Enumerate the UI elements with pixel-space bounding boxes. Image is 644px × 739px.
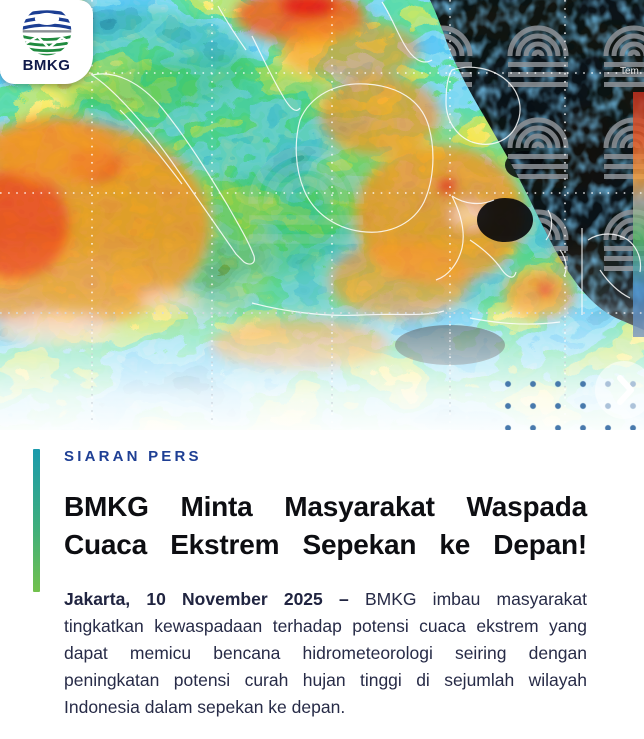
dateline: Jakarta, 10 November 2025 – [64, 589, 349, 609]
headline-line-2: Cuaca Ekstrem Sepekan ke Depan! [64, 529, 587, 560]
map-edge-label: Tem [620, 66, 639, 77]
headline [64, 488, 587, 564]
bmkg-logo-text: BMKG [22, 57, 71, 74]
bmkg-logo-icon [19, 5, 75, 59]
accent-bar [33, 449, 40, 592]
body-text: BMKG imbau masyarakat tingkatkan kewaspadaan terhadap potensi cuaca ekstrem yang dapat memicu bencana hidrometeorologi seiring dengan peningkatan potensi curah hujan tinggi di sejumlah wilayah Indonesia dalam sepekan ke depan. [64, 589, 587, 717]
chevron-right-icon [595, 361, 644, 419]
press-label: SIARAN PERS [64, 448, 202, 465]
carousel-next-button[interactable] [595, 361, 644, 419]
press-content [0, 430, 644, 739]
headline-line-1: BMKG Minta Masyarakat Waspada [64, 491, 587, 522]
body-paragraph [64, 586, 587, 721]
bmkg-logo-badge [0, 0, 93, 84]
